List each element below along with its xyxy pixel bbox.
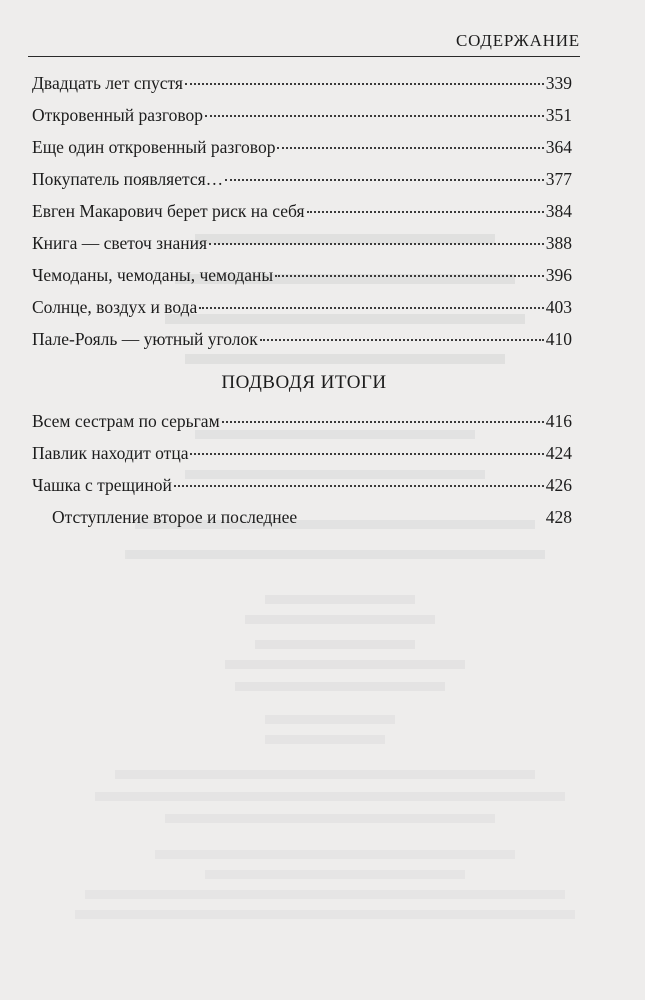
toc-entry-page: 388 bbox=[545, 233, 572, 253]
dot-leader bbox=[174, 485, 544, 487]
toc-entry[interactable] bbox=[32, 102, 572, 128]
dot-leader bbox=[185, 83, 544, 85]
toc-entry[interactable] bbox=[32, 440, 572, 466]
toc-entry-page: 426 bbox=[545, 475, 572, 495]
toc-entry-page: 377 bbox=[545, 169, 572, 189]
toc-entry-title: Покупатель появляется… bbox=[32, 169, 224, 189]
dot-leader bbox=[225, 179, 544, 181]
toc-entry-title: Еще один откровенный разговор bbox=[32, 137, 276, 157]
toc-entry-page: 416 bbox=[545, 411, 572, 431]
dot-leader bbox=[275, 275, 544, 277]
dot-leader bbox=[209, 243, 544, 245]
toc-entry-title: Павлик находит отца bbox=[32, 443, 189, 463]
toc-entry[interactable] bbox=[32, 198, 572, 224]
toc-entry-title: Книга — светоч знания bbox=[32, 233, 208, 253]
toc-entry[interactable] bbox=[32, 326, 572, 352]
dot-leader bbox=[205, 115, 544, 117]
running-header bbox=[28, 30, 580, 57]
toc-entry-title: Евген Макарович берет риск на себя bbox=[32, 201, 305, 221]
toc-entry-page: 384 bbox=[545, 201, 572, 221]
toc-entry[interactable] bbox=[32, 230, 572, 256]
dot-leader bbox=[277, 147, 543, 149]
toc-entry-title: Чашка с трещиной bbox=[32, 475, 172, 495]
toc-entry-title: Солнце, воздух и вода bbox=[32, 297, 198, 317]
toc-entry[interactable] bbox=[32, 70, 572, 96]
toc-entry-page: 364 bbox=[545, 137, 572, 157]
toc-entry[interactable] bbox=[32, 166, 572, 192]
toc-entry-page: 403 bbox=[545, 297, 572, 317]
toc-entry-page: 424 bbox=[545, 443, 572, 463]
toc-entry-page: 351 bbox=[545, 105, 572, 125]
toc-entry-page: 428 bbox=[545, 507, 572, 527]
dot-leader bbox=[190, 453, 543, 455]
dot-leader bbox=[260, 339, 544, 341]
toc-entry[interactable] bbox=[32, 262, 572, 288]
toc-entry[interactable] bbox=[32, 408, 572, 434]
running-header-title: СОДЕРЖАНИЕ bbox=[455, 31, 580, 50]
toc-entry-title: Всем сестрам по серьгам bbox=[32, 411, 220, 431]
toc-entry[interactable] bbox=[32, 472, 572, 498]
toc-entry-title: Откровенный разговор bbox=[32, 105, 204, 125]
toc-entry-title: Двадцать лет спустя bbox=[32, 73, 183, 93]
dot-leader bbox=[222, 421, 544, 423]
toc-entry-page: 410 bbox=[545, 329, 572, 349]
toc-entry[interactable] bbox=[52, 504, 572, 530]
dot-leader bbox=[307, 211, 544, 213]
toc-entry-title: Чемоданы, чемоданы, чемоданы bbox=[32, 265, 274, 285]
toc-entry[interactable] bbox=[32, 294, 572, 320]
toc-entry-page: 339 bbox=[545, 73, 572, 93]
toc-entry[interactable] bbox=[32, 134, 572, 160]
toc-entry-title: Пале-Рояль — уютный уголок bbox=[32, 329, 258, 349]
toc-entry-page: 396 bbox=[545, 265, 572, 285]
dot-leader bbox=[199, 307, 544, 309]
section-heading: ПОДВОДЯ ИТОГИ bbox=[221, 372, 387, 393]
toc-entry-title: Отступление второе и последнее bbox=[52, 507, 298, 527]
